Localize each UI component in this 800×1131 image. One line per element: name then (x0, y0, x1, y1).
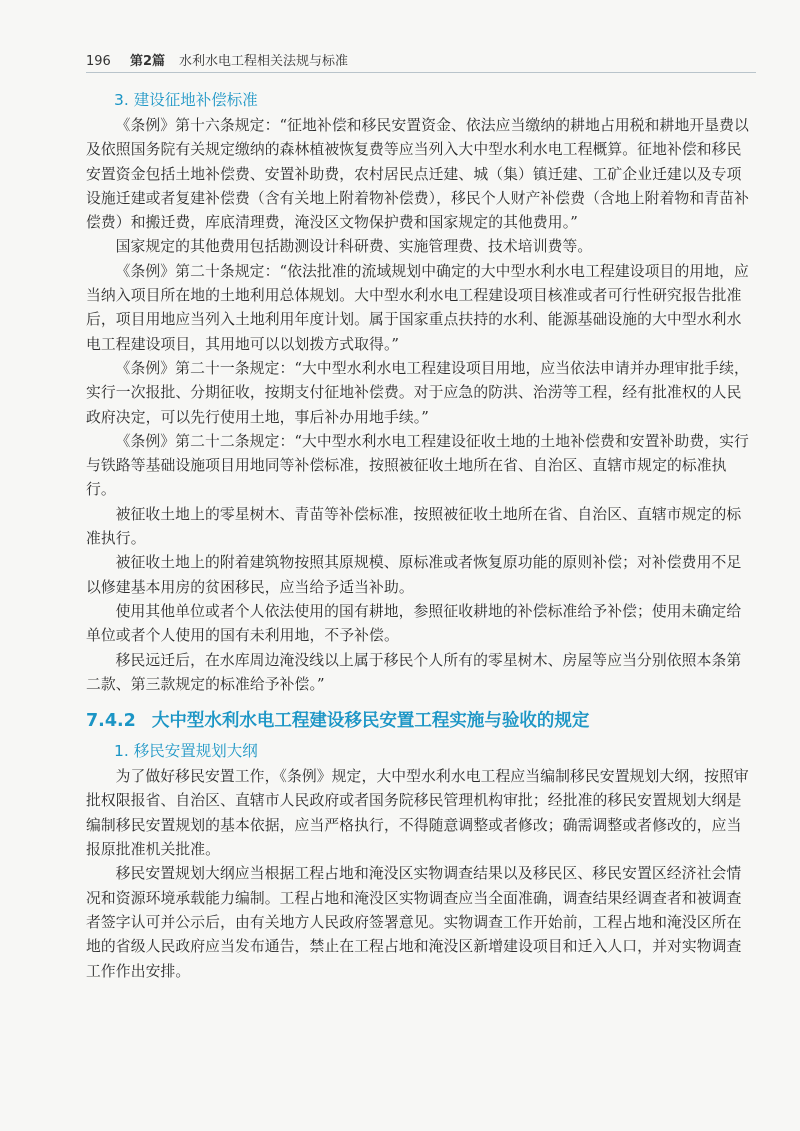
paragraph: 被征收土地上的附着建筑物按照其原规模、原标准或者恢复原功能的原则补偿；对补偿费用不足以修建基本用房的贫困移民，应当给予适当补助。 (86, 554, 742, 596)
paragraph: 《条例》第二十条规定：“依法批准的流域规划中确定的大中型水利水电工程建设项目的用地，应当纳入项目所在地的土地利用总体规划。大中型水利水电工程建设项目核准或者可行性研究报告批准后，项目用地应当列入土地利用年度计划。属于国家重点扶持的水利、能源基础设施的大中型水利水电工程建设项目，其用地可以以划拨方式取得。” (86, 262, 749, 353)
paragraph: 移民安置规划大纲应当根据工程占地和淹没区实物调查结果以及移民区、移民安置区经济社会情况和资源环境承载能力编制。工程占地和淹没区实物调查应当全面准确，调查结果经调查者和被调查者签字认可并公示后，由有关地方人民政府签署意见。实物调查工作开始前，工程占地和淹没区所在地的省级人民政府应当发布通告，禁止在工程占地和淹没区新增建设项目和迁入人口，并对实物调查工作作出安排。 (86, 865, 742, 980)
paragraph: 《条例》第二十二条规定：“大中型水利水电工程建设征收土地的土地补偿费和安置补助费，实行与铁路等基础设施项目用地同等补偿标准，按照被征收土地所在省、自治区、直辖市规定的标准执行。 (86, 432, 749, 499)
part-label: 第2篇 (130, 54, 166, 69)
section-heading-742 (86, 706, 756, 736)
paragraph: 国家规定的其他费用包括勘测设计科研费、实施管理费、技术培训费等。 (115, 238, 593, 256)
paragraph: 被征收土地上的零星树木、青苗等补偿标准，按照被征收土地所在省、自治区、直辖市规定的标准执行。 (86, 505, 742, 548)
header-divider (86, 72, 756, 73)
page-content (86, 88, 756, 984)
paragraph: 移民远迁后，在水库周边淹没线以上属于移民个人所有的零星树木、房屋等应当分别依照本条第二款、第三款规定的标准给予补偿。” (86, 651, 742, 693)
paragraph: 《条例》第十六条规定：“征地补偿和移民安置资金、依法应当缴纳的耕地占用税和耕地开垦费以及依照国务院有关规定缴纳的森林植被恢复费等应当列入大中型水利水电工程概算。征地补偿和移民安置资金包括土地补偿费、安置补助费，农村居民点迁建、城（集）镇迁建、工矿企业迁建以及专项设施迁建或者复建补偿费（含有关地上附着物补偿费），移民个人财产补偿费（含地上附着物和青苗补偿费）和搬迁费，库底清理费，淹没区文物保护费和国家规定的其他费用。” (86, 117, 749, 232)
paragraph: 《条例》第二十一条规定：“大中型水利水电工程建设项目用地，应当依法申请并办理审批手续，实行一次报批、分期征收，按期支付征地补偿费。对于应急的防洪、治涝等工程，经有批准权的人民政府决定，可以先行使用土地，事后补办用地手续。” (86, 359, 749, 426)
running-header (86, 50, 756, 69)
paragraph: 为了做好移民安置工作，《条例》规定，大中型水利水电工程应当编制移民安置规划大纲，按照审批权限报省、自治区、直辖市人民政府或者国务院移民管理机构审批；经批准的移民安置规划大纲是编制移民安置规划的基本依据，应当严格执行，不得随意调整或者修改；确需调整或者修改的，应当报原批准机关批准。 (86, 768, 749, 859)
subsection-heading-outline: 1. 移民安置规划大纲 (114, 742, 258, 761)
page-number: 196 (86, 54, 111, 69)
section-number: 7.4.2 (86, 711, 136, 732)
paragraph: 使用其他单位或者个人依法使用的国有耕地，参照征收耕地的补偿标准给予补偿；使用未确定给单位或者个人使用的国有未利用地，不予补偿。 (86, 602, 742, 645)
section-title: 大中型水利水电工程建设移民安置工程实施与验收的规定 (151, 711, 590, 732)
section-heading-compensation: 3. 建设征地补偿标准 (114, 91, 258, 109)
part-title: 水利水电工程相关法规与标准 (179, 54, 349, 69)
